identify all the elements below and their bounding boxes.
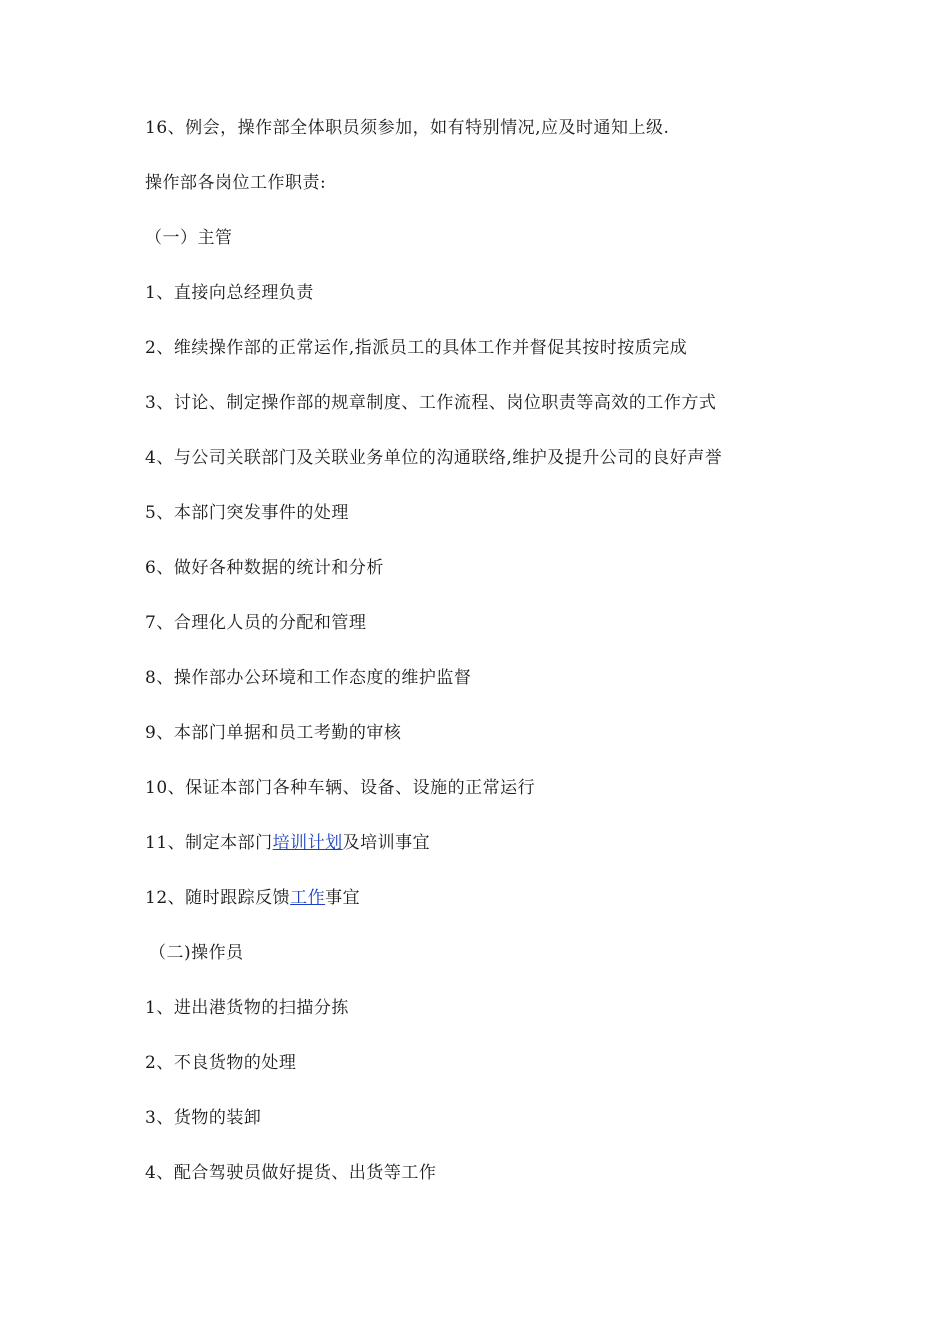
clause-16-meeting: 16、例会，操作部全体职员须参加，如有特别情况,应及时通知上级.: [145, 118, 670, 138]
supervisor-duty-5: 5、本部门突发事件的处理: [145, 503, 349, 523]
operator-duty-1: 1、进出港货物的扫描分拣: [145, 998, 349, 1018]
training-plan-link[interactable]: 培训计划: [272, 833, 343, 853]
operator-duty-4: 4、配合驾驶员做好提货、出货等工作: [145, 1163, 437, 1183]
duty-11-text-before: 11、制定本部门: [145, 833, 273, 853]
supervisor-duty-9: 9、本部门单据和员工考勤的审核: [145, 723, 402, 743]
operator-duty-3: 3、货物的装卸: [145, 1108, 262, 1128]
operator-duty-2: 2、不良货物的处理: [145, 1053, 297, 1073]
supervisor-duty-10: 10、保证本部门各种车辆、设备、设施的正常运行: [145, 778, 536, 798]
duty-12-text-before: 12、随时跟踪反馈: [145, 888, 291, 908]
supervisor-duty-7: 7、合理化人员的分配和管理: [145, 613, 367, 633]
supervisor-duty-4: 4、与公司关联部门及关联业务单位的沟通联络,维护及提升公司的良好声誉: [145, 448, 723, 468]
subsection-heading-operator: （二)操作员: [149, 943, 244, 963]
supervisor-duty-3: 3、讨论、制定操作部的规章制度、工作流程、岗位职责等高效的工作方式: [145, 393, 717, 413]
supervisor-duty-2: 2、维续操作部的正常运作,指派员工的具体工作并督促其按时按质完成: [145, 338, 688, 358]
duty-12-text-after: 事宜: [325, 888, 361, 908]
supervisor-duty-11: [145, 832, 430, 854]
supervisor-duty-1: 1、直接向总经理负责: [145, 283, 314, 303]
section-heading-duties: 操作部各岗位工作职责:: [145, 173, 327, 193]
work-link[interactable]: 工作: [290, 888, 326, 908]
duty-11-text-after: 及培训事宜: [342, 833, 431, 853]
subsection-heading-supervisor: （一）主管: [145, 228, 233, 248]
supervisor-duty-12: [145, 887, 360, 909]
supervisor-duty-6: 6、做好各种数据的统计和分析: [145, 558, 384, 578]
supervisor-duty-8: 8、操作部办公环境和工作态度的维护监督: [145, 668, 472, 688]
